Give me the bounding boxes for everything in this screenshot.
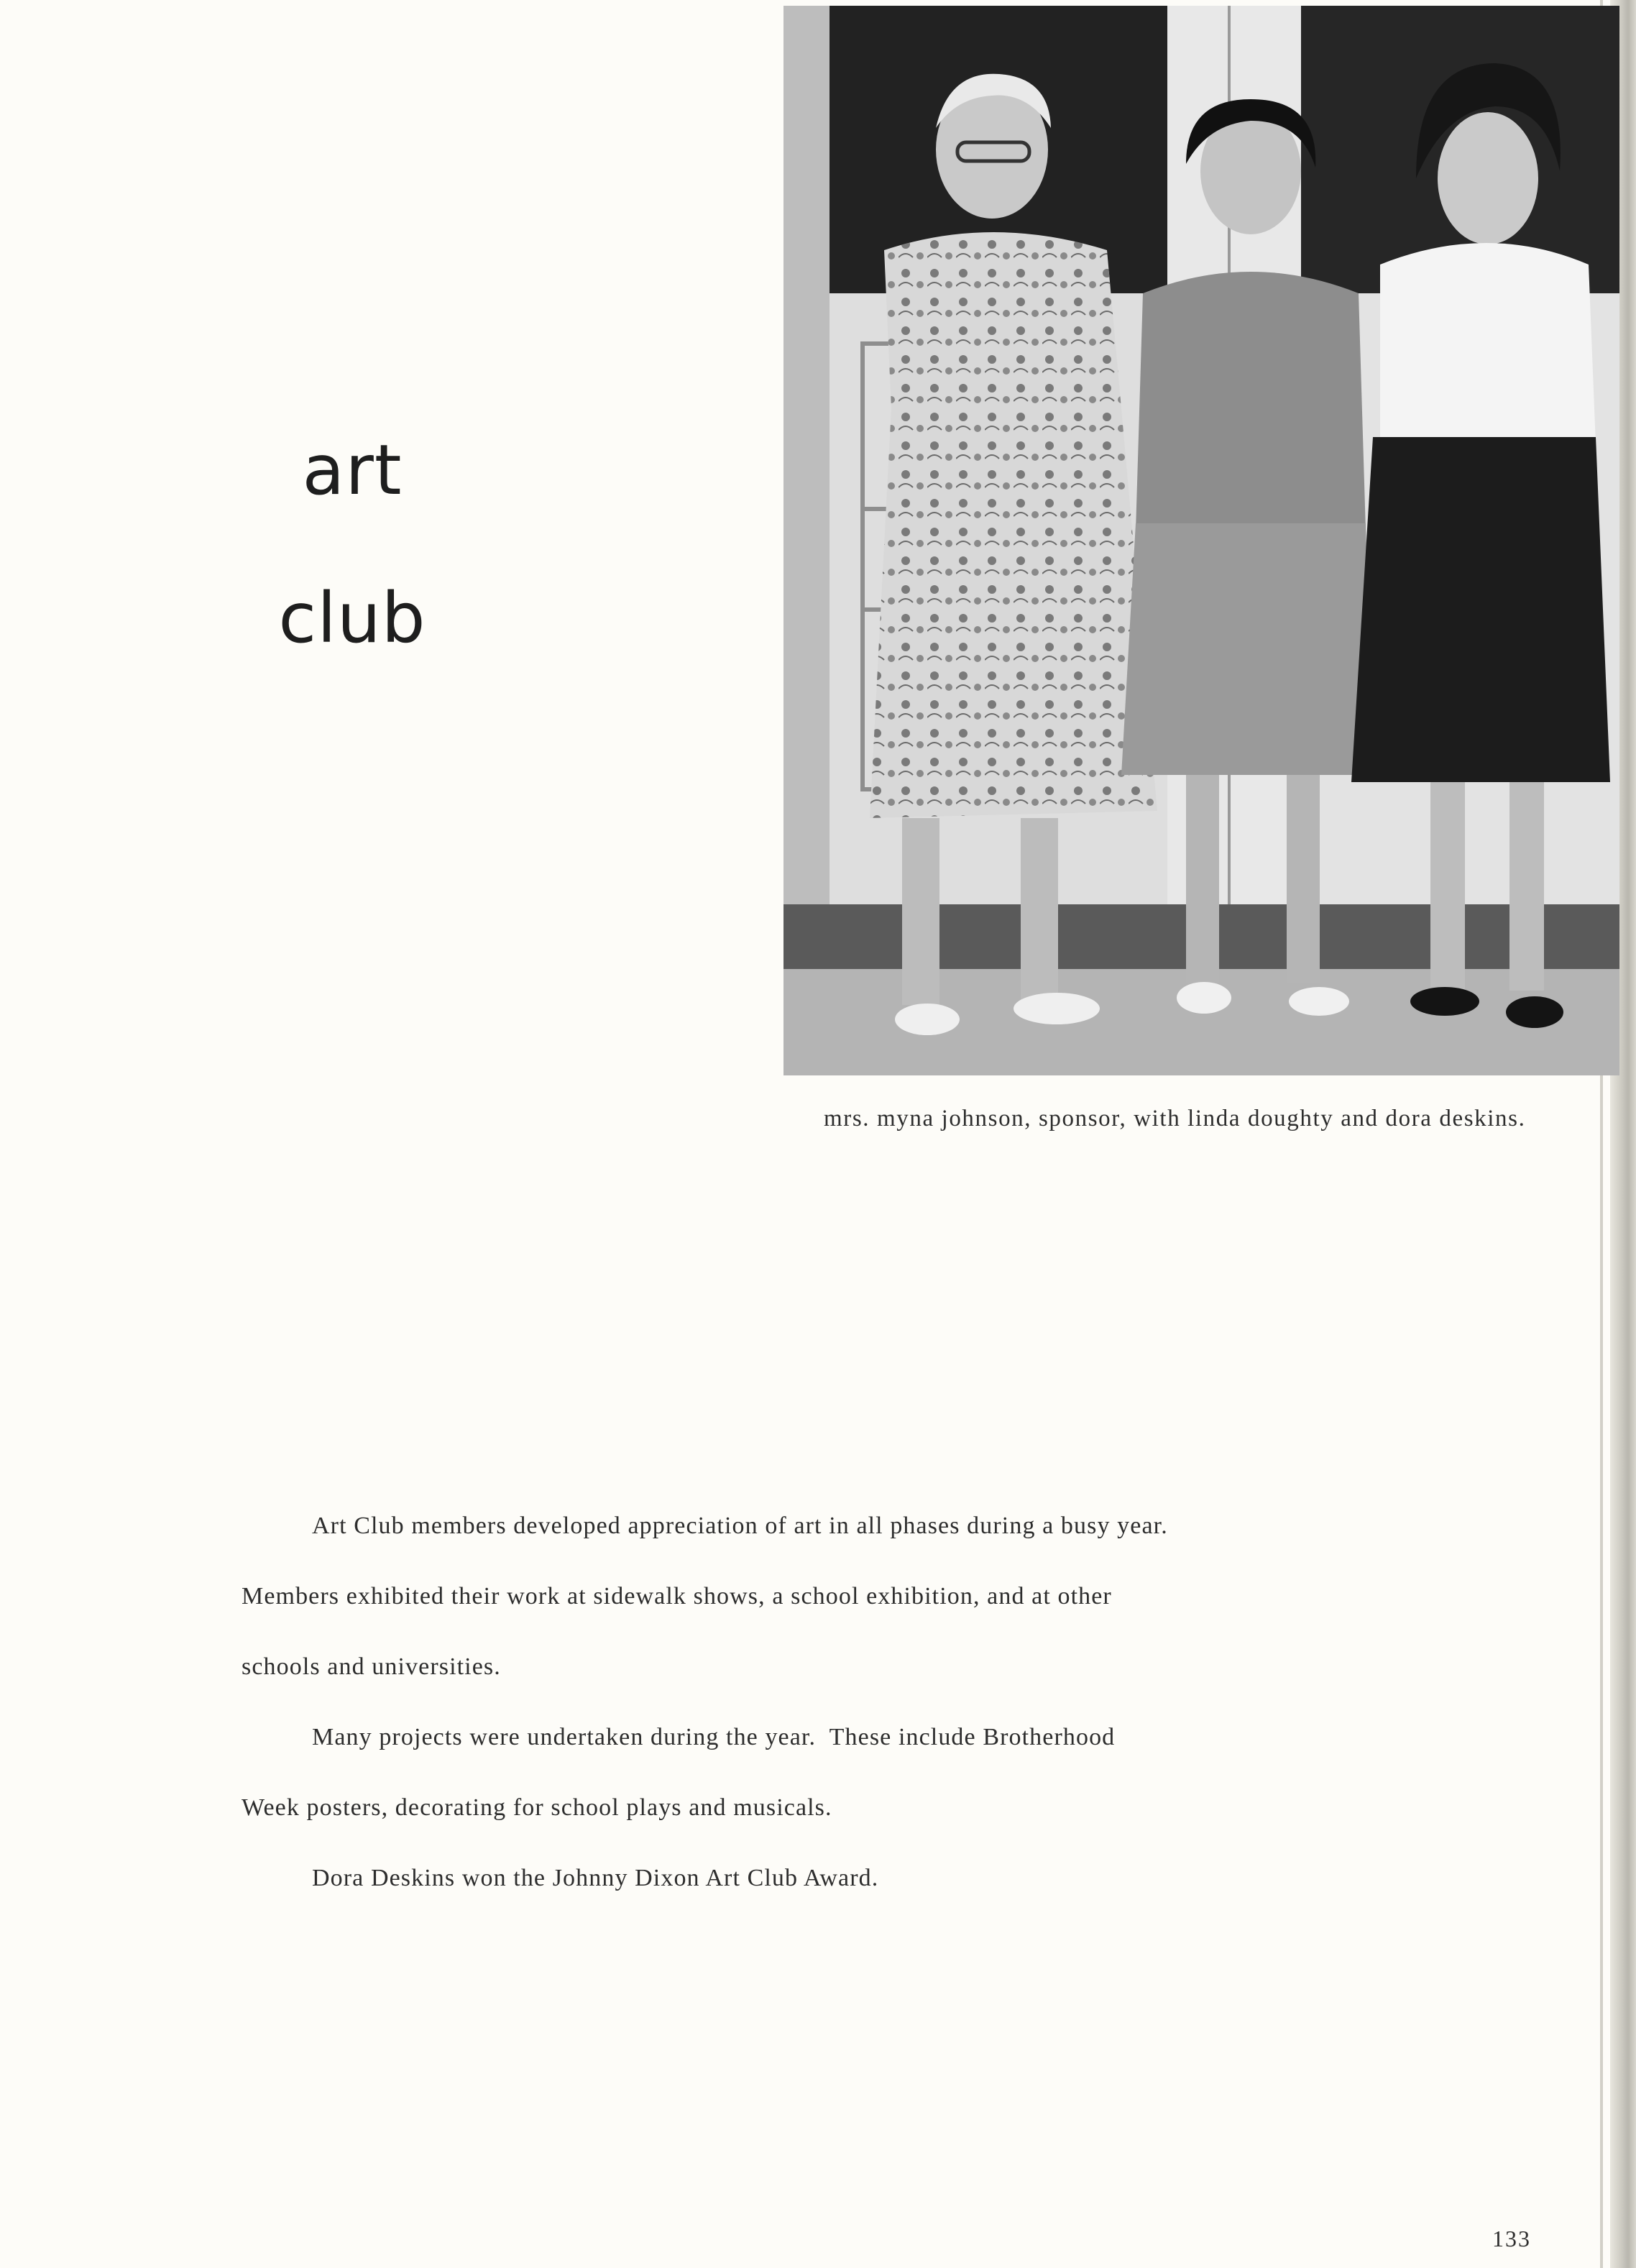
heading-art: art — [302, 430, 403, 510]
heading-club: club — [278, 578, 426, 658]
body-line-4: Many projects were undertaken during the year. These include Brotherhood — [312, 1724, 1116, 1750]
article-body — [242, 1502, 1334, 1925]
body-line-1: Art Club members developed appreciation of art in all phases during a busy year. — [312, 1512, 1168, 1539]
body-line-6: Dora Deskins won the Johnny Dixon Art Club Award. — [312, 1865, 879, 1891]
photo-illustration — [783, 6, 1619, 1075]
body-line-2: Members exhibited their work at sidewalk shows, a school exhibition, and at other — [242, 1583, 1112, 1610]
body-line-3: schools and universities. — [242, 1653, 501, 1680]
club-photo — [783, 6, 1619, 1075]
body-line-5: Week posters, decorating for school plays and musicals. — [242, 1794, 832, 1821]
photo-caption: mrs. myna johnson, sponsor, with linda doughty and dora deskins. — [824, 1106, 1526, 1131]
page-number: 133 — [1492, 2226, 1531, 2251]
